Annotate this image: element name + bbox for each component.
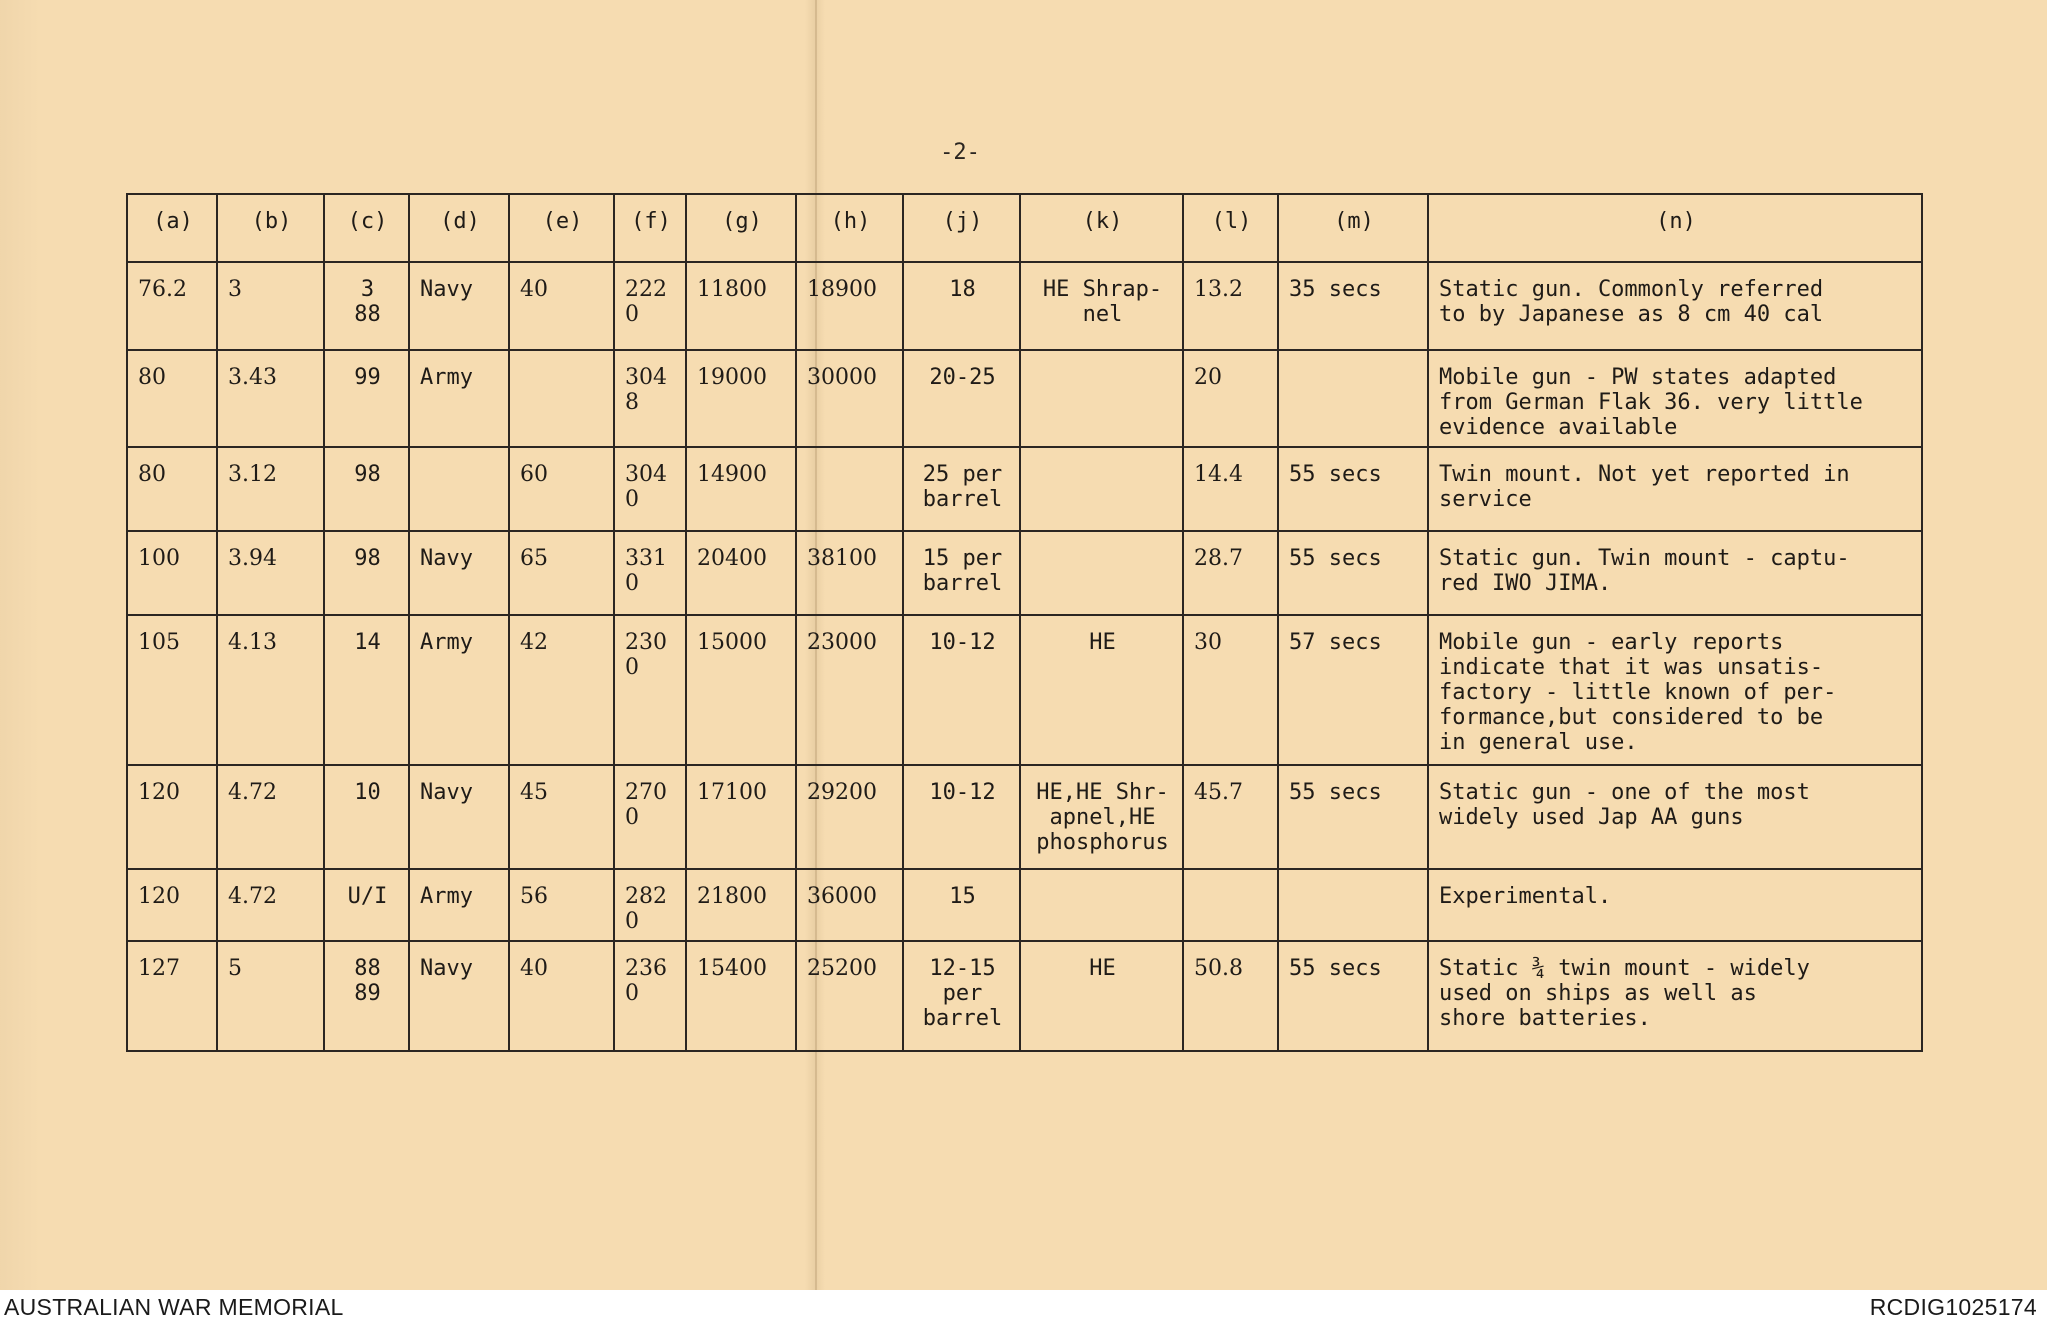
table-cell-c: U/I (324, 869, 409, 941)
table-row (127, 262, 1922, 350)
column-header: (g) (686, 194, 796, 262)
table-cell-h: 23000 (796, 615, 903, 765)
table-cell-a: 76.2 (127, 262, 217, 350)
table-cell-d: Navy (409, 262, 509, 350)
table-cell-k: HE (1020, 941, 1183, 1051)
archive-credit: AUSTRALIAN WAR MEMORIAL (4, 1294, 344, 1320)
table-body (127, 262, 1922, 1051)
column-header: (m) (1278, 194, 1428, 262)
column-header: (l) (1183, 194, 1278, 262)
table-cell-l: 45.7 (1183, 765, 1278, 869)
table-row (127, 531, 1922, 615)
table-cell-n: Experimental. (1428, 869, 1922, 941)
table-cell-j: 25 per barrel (903, 447, 1020, 531)
table-cell-d: Navy (409, 531, 509, 615)
table-cell-m (1278, 869, 1428, 941)
table-cell-m: 55 secs (1278, 447, 1428, 531)
column-header: (h) (796, 194, 903, 262)
table-cell-k (1020, 869, 1183, 941)
table-cell-c: 14 (324, 615, 409, 765)
table-row (127, 765, 1922, 869)
page-number: -2- (940, 140, 980, 165)
column-header: (d) (409, 194, 509, 262)
table-cell-j: 12-15 per barrel (903, 941, 1020, 1051)
table-cell-b: 5 (217, 941, 324, 1051)
table-cell-m: 55 secs (1278, 941, 1428, 1051)
table-cell-c: 98 (324, 447, 409, 531)
table-cell-e: 60 (509, 447, 614, 531)
table-cell-d (409, 447, 509, 531)
table-cell-c: 99 (324, 350, 409, 447)
table-cell-h: 29200 (796, 765, 903, 869)
table-cell-c: 10 (324, 765, 409, 869)
header-row (127, 194, 1922, 262)
table-cell-c: 98 (324, 531, 409, 615)
table-cell-e: 56 (509, 869, 614, 941)
table-cell-m: 55 secs (1278, 765, 1428, 869)
table-cell-d: Army (409, 869, 509, 941)
table-cell-d: Navy (409, 765, 509, 869)
table-cell-e: 40 (509, 941, 614, 1051)
table-cell-e: 40 (509, 262, 614, 350)
table-cell-g: 15400 (686, 941, 796, 1051)
table-cell-a: 105 (127, 615, 217, 765)
table-row (127, 941, 1922, 1051)
table-cell-h: 25200 (796, 941, 903, 1051)
table-cell-n: Static gun. Commonly referred to by Japanese as 8 cm 40 cal (1428, 262, 1922, 350)
table-cell-a: 100 (127, 531, 217, 615)
table-cell-l: 30 (1183, 615, 1278, 765)
table-cell-b: 4.13 (217, 615, 324, 765)
table-cell-b: 3 (217, 262, 324, 350)
table-cell-f: 2820 (614, 869, 686, 941)
table-cell-f: 2220 (614, 262, 686, 350)
table-cell-k: HE Shrap- nel (1020, 262, 1183, 350)
table-cell-f: 3040 (614, 447, 686, 531)
table-cell-a: 120 (127, 765, 217, 869)
aa-gun-table (126, 193, 1923, 1052)
table-cell-b: 3.12 (217, 447, 324, 531)
column-header: (f) (614, 194, 686, 262)
table-cell-e: 65 (509, 531, 614, 615)
table-cell-j: 10-12 (903, 615, 1020, 765)
table-cell-g: 17100 (686, 765, 796, 869)
table-cell-b: 3.94 (217, 531, 324, 615)
table-cell-g: 15000 (686, 615, 796, 765)
table-cell-l (1183, 869, 1278, 941)
table-cell-h: 18900 (796, 262, 903, 350)
table-cell-a: 80 (127, 447, 217, 531)
table-cell-k (1020, 531, 1183, 615)
table-cell-n: Static ¾ twin mount - widely used on ships as well as shore batteries. (1428, 941, 1922, 1051)
table-cell-j: 10-12 (903, 765, 1020, 869)
table-cell-n: Mobile gun - early reports indicate that it was unsatis- factory - little known of per- formance,but considered to be in general use. (1428, 615, 1922, 765)
table-cell-n: Static gun. Twin mount - captu- red IWO JIMA. (1428, 531, 1922, 615)
table-cell-k: HE (1020, 615, 1183, 765)
table-cell-m: 57 secs (1278, 615, 1428, 765)
table-cell-j: 15 (903, 869, 1020, 941)
table-cell-j: 18 (903, 262, 1020, 350)
table-cell-m: 55 secs (1278, 531, 1428, 615)
table-row (127, 447, 1922, 531)
table-cell-h: 38100 (796, 531, 903, 615)
table-row (127, 615, 1922, 765)
column-header: (j) (903, 194, 1020, 262)
column-header: (e) (509, 194, 614, 262)
column-header: (k) (1020, 194, 1183, 262)
table-cell-b: 4.72 (217, 869, 324, 941)
table-cell-e: 45 (509, 765, 614, 869)
table-cell-n: Twin mount. Not yet reported in service (1428, 447, 1922, 531)
table-cell-h (796, 447, 903, 531)
table-cell-a: 80 (127, 350, 217, 447)
column-header: (n) (1428, 194, 1922, 262)
archive-id: RCDIG1025174 (1869, 1294, 2037, 1320)
table-cell-j: 15 per barrel (903, 531, 1020, 615)
column-header: (b) (217, 194, 324, 262)
table-cell-c: 88 89 (324, 941, 409, 1051)
column-header: (a) (127, 194, 217, 262)
table-cell-l: 28.7 (1183, 531, 1278, 615)
table-cell-h: 36000 (796, 869, 903, 941)
table-cell-e (509, 350, 614, 447)
table-cell-n: Static gun - one of the most widely used Jap AA guns (1428, 765, 1922, 869)
table-cell-a: 120 (127, 869, 217, 941)
table-cell-g: 11800 (686, 262, 796, 350)
table-cell-k: HE,HE Shr- apnel,HE phosphorus (1020, 765, 1183, 869)
table-cell-l: 13.2 (1183, 262, 1278, 350)
table-cell-k (1020, 447, 1183, 531)
table-cell-j: 20-25 (903, 350, 1020, 447)
table-row (127, 350, 1922, 447)
table-cell-k (1020, 350, 1183, 447)
table-cell-f: 3310 (614, 531, 686, 615)
table-cell-c: 3 88 (324, 262, 409, 350)
table-cell-n: Mobile gun - PW states adapted from German Flak 36. very little evidence available (1428, 350, 1922, 447)
table-cell-f: 2300 (614, 615, 686, 765)
table-row (127, 869, 1922, 941)
table-cell-b: 3.43 (217, 350, 324, 447)
table-cell-h: 30000 (796, 350, 903, 447)
table-cell-d: Army (409, 350, 509, 447)
table-cell-a: 127 (127, 941, 217, 1051)
table-cell-g: 21800 (686, 869, 796, 941)
table-cell-e: 42 (509, 615, 614, 765)
table-cell-g: 19000 (686, 350, 796, 447)
table-cell-g: 20400 (686, 531, 796, 615)
table-cell-f: 2700 (614, 765, 686, 869)
table-cell-b: 4.72 (217, 765, 324, 869)
table-cell-g: 14900 (686, 447, 796, 531)
table-cell-f: 3048 (614, 350, 686, 447)
column-header: (c) (324, 194, 409, 262)
table-cell-d: Army (409, 615, 509, 765)
table-cell-l: 14.4 (1183, 447, 1278, 531)
table-cell-l: 20 (1183, 350, 1278, 447)
table-cell-m (1278, 350, 1428, 447)
table-cell-f: 2360 (614, 941, 686, 1051)
table-cell-l: 50.8 (1183, 941, 1278, 1051)
table-cell-d: Navy (409, 941, 509, 1051)
table-cell-m: 35 secs (1278, 262, 1428, 350)
